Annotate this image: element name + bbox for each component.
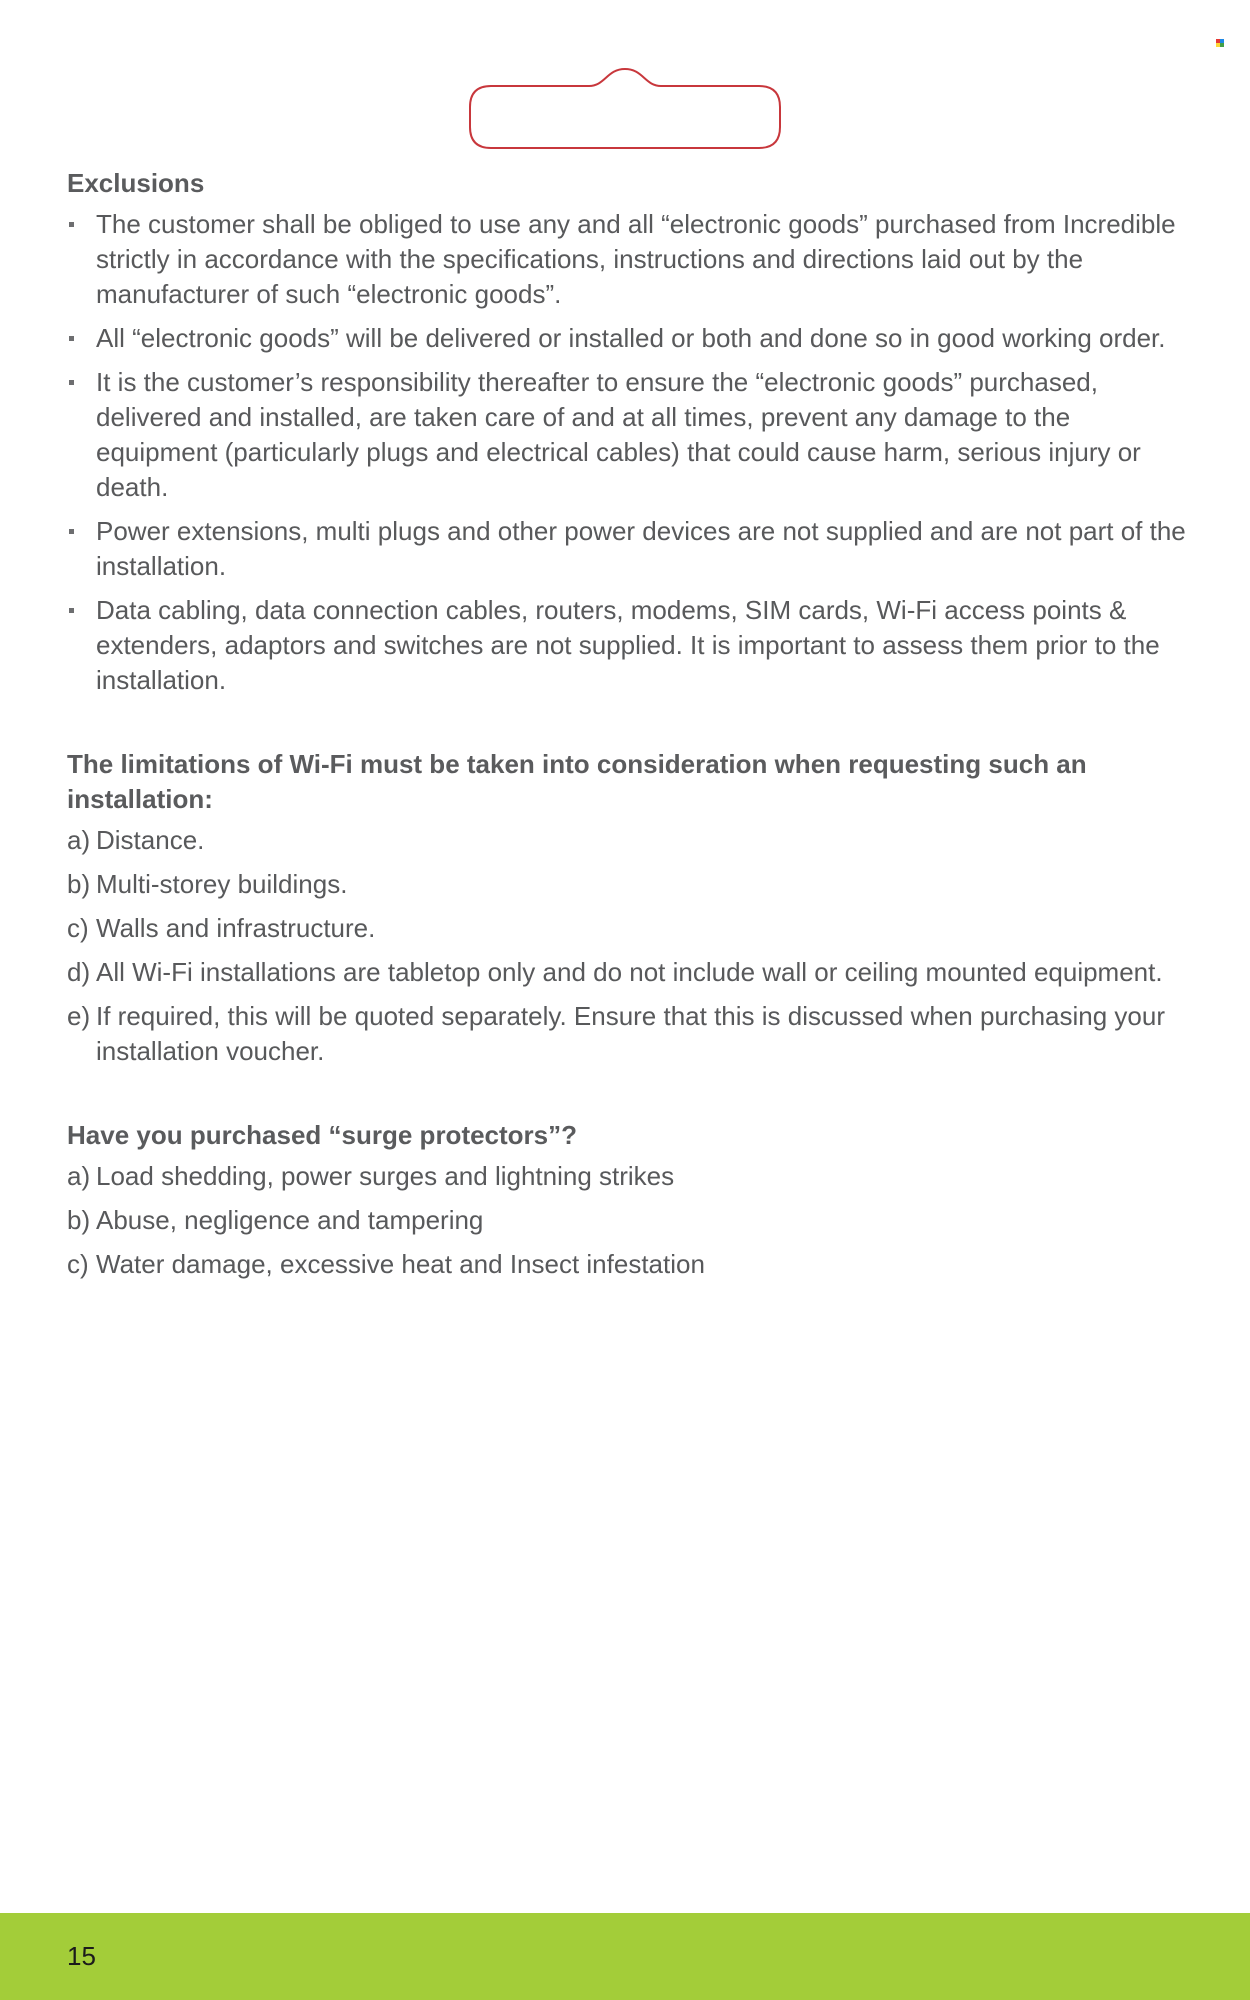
list-letter: b)	[67, 1205, 91, 1235]
bullet-icon	[69, 608, 74, 613]
list-item	[67, 999, 1187, 1069]
main-content	[67, 166, 1187, 1291]
list-item-text: All Wi-Fi installations are tabletop only and do not include wall or ceiling mounted equipment.	[96, 957, 1163, 987]
list-letter: b)	[67, 869, 91, 899]
list-letter: a)	[67, 1161, 91, 1191]
exclusions-heading: Exclusions	[67, 168, 205, 198]
bullet-icon	[69, 380, 74, 385]
list-item	[67, 1247, 1187, 1282]
list-item-text: Abuse, negligence and tampering	[96, 1205, 484, 1235]
list-letter: c)	[67, 913, 89, 943]
list-item	[67, 593, 1187, 698]
footer-bar	[0, 1913, 1250, 2000]
bullet-icon	[69, 222, 74, 227]
list-letter: a)	[67, 825, 91, 855]
list-item	[67, 514, 1187, 584]
list-item	[67, 365, 1187, 505]
page-number: 15	[67, 1941, 96, 1971]
list-item	[67, 1203, 1187, 1238]
list-item	[67, 823, 1187, 858]
list-letter: c)	[67, 1249, 89, 1279]
exclusions-list	[67, 207, 1187, 698]
section-spacer	[67, 1078, 1187, 1118]
list-item	[67, 867, 1187, 902]
list-letter: e)	[67, 1001, 91, 1031]
list-item	[67, 321, 1187, 356]
list-item-text: Water damage, excessive heat and Insect infestation	[96, 1249, 705, 1279]
list-item-text: Load shedding, power surges and lightning strikes	[96, 1161, 675, 1191]
surge-protectors-list	[67, 1159, 1187, 1282]
list-item-text: Distance.	[96, 825, 205, 855]
list-item-text: Power extensions, multi plugs and other power devices are not supplied and are not part of the installation.	[96, 516, 1186, 581]
corner-color-mark	[1216, 39, 1225, 48]
bullet-icon	[69, 529, 74, 534]
section-spacer	[67, 707, 1187, 747]
tab-outline-shape	[467, 66, 783, 150]
list-item-text: The customer shall be obliged to use any and all “electronic goods” purchased from Incredible strictly in accordance with the specifications, instructions and directions laid out by the manufacturer of such “electronic goods”.	[96, 209, 1176, 309]
list-item-text: All “electronic goods” will be delivered or installed or both and done so in good working order.	[96, 323, 1166, 353]
list-item-text: Walls and infrastructure.	[96, 913, 376, 943]
wifi-limitations-list	[67, 823, 1187, 1069]
list-letter: d)	[67, 957, 91, 987]
list-item	[67, 911, 1187, 946]
surge-protectors-heading: Have you purchased “surge protectors”?	[67, 1120, 578, 1150]
list-item	[67, 955, 1187, 990]
bullet-icon	[69, 336, 74, 341]
list-item-text: If required, this will be quoted separately. Ensure that this is discussed when purchasing your installation voucher.	[96, 1001, 1165, 1066]
list-item-text: Data cabling, data connection cables, routers, modems, SIM cards, Wi-Fi access points & extenders, adaptors and switches are not supplied. It is important to assess them prior to the installation.	[96, 595, 1160, 695]
wifi-limitations-heading: The limitations of Wi-Fi must be taken into consideration when requesting such an installation:	[67, 749, 1087, 814]
list-item-text: It is the customer’s responsibility thereafter to ensure the “electronic goods” purchased, delivered and installed, are taken care of and at all times, prevent any damage to the equipment (particularly plugs and electrical cables) that could cause harm, serious injury or death.	[96, 367, 1141, 502]
list-item	[67, 207, 1187, 312]
list-item-text: Multi-storey buildings.	[96, 869, 348, 899]
list-item	[67, 1159, 1187, 1194]
